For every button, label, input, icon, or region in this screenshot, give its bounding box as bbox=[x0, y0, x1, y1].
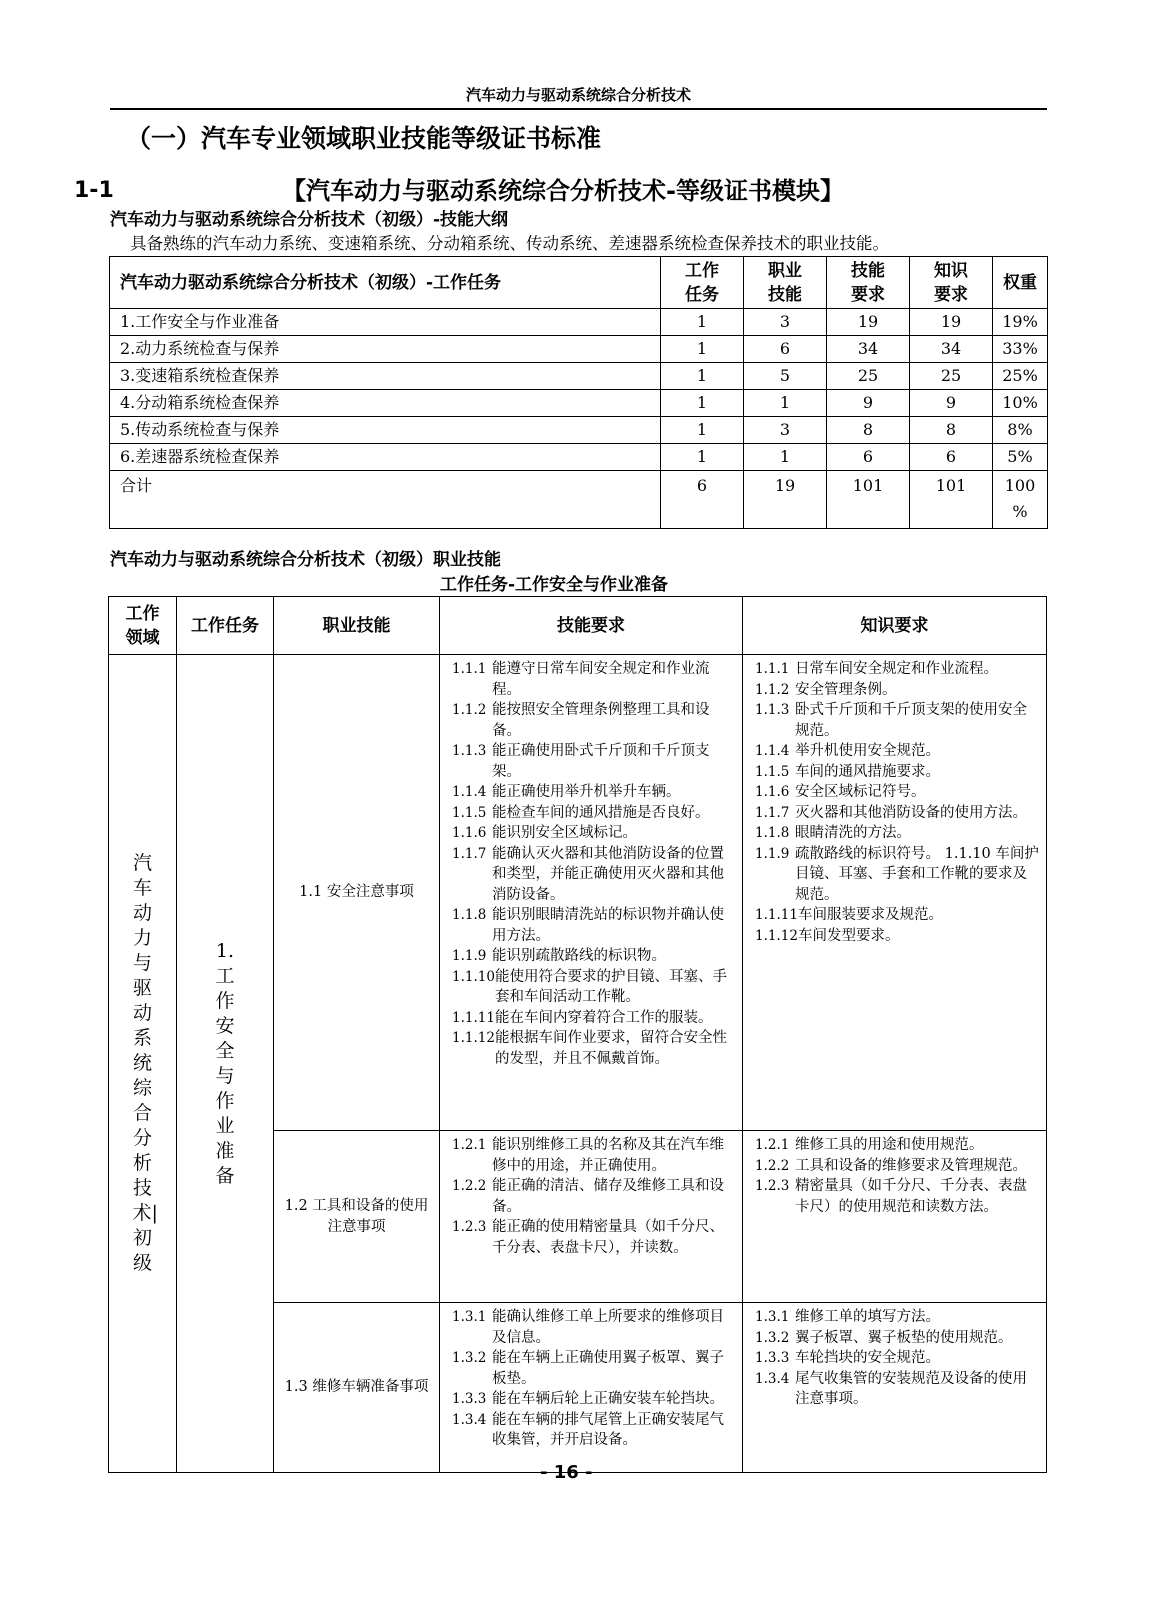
summary-row bbox=[110, 309, 1048, 336]
summary-row bbox=[110, 336, 1048, 363]
skill-requirement-item bbox=[440, 1135, 742, 1176]
skill-requirement-item bbox=[440, 741, 742, 782]
knowledge-requirement-number: 1.1.4 bbox=[755, 743, 790, 759]
summary-value-cell: 10% bbox=[993, 390, 1048, 417]
summary-total-value: 100 % bbox=[993, 471, 1048, 529]
skill-requirement-list bbox=[440, 659, 742, 1069]
skill-requirement-text: 能确认灭火器和其他消防设备的位置和类型，并能正确使用灭火器和其他消防设备。 bbox=[492, 845, 724, 903]
summary-value-cell: 9 bbox=[910, 390, 993, 417]
detail-group-row bbox=[109, 655, 1047, 1131]
skill-requirement-number: 1.1.8 bbox=[452, 907, 487, 923]
knowledge-requirement-text: 车间的通风措施要求。 bbox=[795, 763, 940, 780]
knowledge-requirement-item bbox=[743, 659, 1046, 680]
knowledge-requirement-text: 尾气收集管的安装规范及设备的使用注意事项。 bbox=[795, 1370, 1027, 1407]
knowledge-requirement-text: 安全管理条例。 bbox=[795, 681, 897, 698]
skill-requirement-text: 能使用符合要求的护目镜、耳塞、手套和车间活动工作靴。 bbox=[494, 968, 727, 1005]
detail-header-row bbox=[109, 597, 1047, 655]
knowledge-requirement-number: 1.1.5 bbox=[755, 763, 790, 780]
summary-value-cell: 1 bbox=[744, 444, 827, 471]
summary-header-vocational-skills-text: 职业 技能 bbox=[768, 260, 802, 305]
summary-table bbox=[109, 256, 1048, 529]
summary-total-value: 19 bbox=[744, 471, 827, 529]
skill-requirement-number: 1.1.5 bbox=[452, 804, 487, 821]
skill-requirements-cell bbox=[440, 1303, 743, 1473]
summary-value-cell: 5 bbox=[744, 363, 827, 390]
knowledge-requirement-number: 1.2.1 bbox=[755, 1137, 790, 1153]
syllabus-description: 具备熟练的汽车动力系统、变速箱系统、分动箱系统、传动系统、差速器系统检查保养技术的职业技能。 bbox=[130, 234, 889, 253]
skill-requirements-cell bbox=[440, 655, 743, 1131]
skill-requirement-number: 1.1.9 bbox=[452, 948, 487, 964]
knowledge-requirement-item bbox=[743, 1369, 1046, 1410]
knowledge-requirement-item bbox=[743, 803, 1046, 824]
summary-header-skill-requirements bbox=[827, 257, 910, 309]
knowledge-requirement-text: 疏散路线的标识符号。 1.1.10 车间护目镜、耳塞、手套和工作靴的要求及规范。 bbox=[795, 845, 1039, 903]
detail-header-domain-text: 工作 领域 bbox=[125, 603, 160, 648]
module-number: 1-1 bbox=[74, 178, 114, 203]
skill-requirement-number: 1.1.11 bbox=[452, 1009, 495, 1026]
skill-requirement-text: 能识别疏散路线的标识物。 bbox=[492, 948, 666, 964]
skill-requirement-item bbox=[440, 782, 742, 803]
knowledge-requirement-text: 工具和设备的维修要求及管理规范。 bbox=[795, 1157, 1027, 1174]
skill-requirement-text: 能正确使用卧式千斤顶和千斤顶支架。 bbox=[492, 743, 710, 780]
skill-requirements-cell bbox=[440, 1131, 743, 1303]
summary-value-cell: 3 bbox=[744, 309, 827, 336]
skill-requirement-number: 1.3.3 bbox=[452, 1391, 487, 1407]
syllabus-title: 汽车动力与驱动系统综合分析技术（初级）-技能大纲 bbox=[110, 210, 509, 230]
skill-requirement-item bbox=[440, 1217, 742, 1258]
knowledge-requirement-number: 1.3.4 bbox=[755, 1370, 790, 1387]
knowledge-requirement-item bbox=[743, 700, 1046, 741]
skill-requirement-item bbox=[440, 823, 742, 844]
summary-header-task: 汽车动力驱动系统综合分析技术（初级）-工作任务 bbox=[110, 257, 661, 309]
knowledge-requirement-item bbox=[743, 823, 1046, 844]
knowledge-requirement-list bbox=[743, 1307, 1046, 1410]
summary-header-skill-requirements-text: 技能 要求 bbox=[851, 260, 885, 305]
knowledge-requirement-item bbox=[743, 905, 1046, 926]
summary-value-cell: 25 bbox=[910, 363, 993, 390]
knowledge-requirement-number: 1.1.9 bbox=[755, 845, 790, 862]
skill-requirement-text: 能在车间内穿着符合工作的服装。 bbox=[494, 1009, 713, 1026]
skill-requirement-number: 1.1.12 bbox=[452, 1030, 495, 1046]
skill-requirement-item bbox=[440, 659, 742, 700]
section-title: （一）汽车专业领域职业技能等级证书标准 bbox=[126, 124, 602, 153]
skill-requirement-number: 1.1.6 bbox=[452, 825, 487, 841]
work-task-cell bbox=[177, 655, 274, 1473]
knowledge-requirement-item bbox=[743, 844, 1046, 906]
summary-value-cell: 19% bbox=[993, 309, 1048, 336]
knowledge-requirement-text: 车间发型要求。 bbox=[797, 927, 900, 944]
skills-heading: 汽车动力与驱动系统综合分析技术（初级）职业技能 bbox=[110, 550, 501, 570]
knowledge-requirement-number: 1.3.1 bbox=[755, 1309, 790, 1325]
summary-row bbox=[110, 390, 1048, 417]
knowledge-requirement-text: 灭火器和其他消防设备的使用方法。 bbox=[795, 804, 1027, 821]
summary-row bbox=[110, 444, 1048, 471]
detail-header-skill: 职业技能 bbox=[274, 597, 440, 655]
knowledge-requirement-number: 1.1.11 bbox=[755, 907, 798, 923]
knowledge-requirement-number: 1.3.3 bbox=[755, 1350, 790, 1366]
knowledge-requirement-number: 1.1.12 bbox=[755, 927, 798, 944]
detail-table bbox=[108, 596, 1047, 1473]
work-task-text: 1.工作安全与作业准备 bbox=[215, 939, 235, 1187]
skill-requirement-number: 1.3.4 bbox=[452, 1411, 487, 1428]
skill-requirement-item bbox=[440, 844, 742, 906]
knowledge-requirement-list bbox=[743, 1135, 1046, 1217]
skill-requirement-number: 1.1.1 bbox=[452, 661, 487, 677]
knowledge-requirements-cell bbox=[743, 655, 1047, 1131]
summary-task-cell: 6.差速器系统检查保养 bbox=[110, 444, 661, 471]
skill-requirement-number: 1.1.3 bbox=[452, 743, 487, 759]
vocational-skill-cell: 1.1 安全注意事项 bbox=[274, 655, 440, 1131]
summary-header-row bbox=[110, 257, 1048, 309]
summary-value-cell: 6 bbox=[827, 444, 910, 471]
skill-requirement-item bbox=[440, 1008, 742, 1029]
skill-requirement-number: 1.3.1 bbox=[452, 1309, 487, 1325]
summary-task-cell: 2.动力系统检查与保养 bbox=[110, 336, 661, 363]
skill-requirement-text: 能在车辆后轮上正确安装车轮挡块。 bbox=[492, 1391, 724, 1407]
summary-value-cell: 33% bbox=[993, 336, 1048, 363]
knowledge-requirement-item bbox=[743, 1135, 1046, 1156]
skill-requirement-number: 1.3.2 bbox=[452, 1350, 487, 1366]
skill-requirement-item bbox=[440, 1028, 742, 1069]
work-domain-text: 汽车动力与驱动系统综合分析技术|初级 bbox=[132, 852, 158, 1274]
summary-header-weight: 权重 bbox=[993, 257, 1048, 309]
skill-requirement-item bbox=[440, 1389, 742, 1410]
skill-requirement-item bbox=[440, 1176, 742, 1217]
knowledge-requirement-item bbox=[743, 1348, 1046, 1369]
skill-requirement-item bbox=[440, 905, 742, 946]
knowledge-requirement-text: 车间服装要求及规范。 bbox=[797, 907, 943, 923]
summary-total-value: 101 bbox=[910, 471, 993, 529]
knowledge-requirement-number: 1.2.2 bbox=[755, 1157, 790, 1174]
knowledge-requirement-item bbox=[743, 1328, 1046, 1349]
knowledge-requirement-text: 维修工单的填写方法。 bbox=[795, 1309, 940, 1325]
knowledge-requirement-list bbox=[743, 659, 1046, 946]
summary-value-cell: 8 bbox=[910, 417, 993, 444]
knowledge-requirement-number: 1.1.7 bbox=[755, 804, 790, 821]
skill-requirement-number: 1.2.2 bbox=[452, 1178, 487, 1194]
summary-total-value: 6 bbox=[661, 471, 744, 529]
knowledge-requirement-item bbox=[743, 782, 1046, 803]
summary-task-cell: 1.工作安全与作业准备 bbox=[110, 309, 661, 336]
summary-value-cell: 3 bbox=[744, 417, 827, 444]
skill-requirement-text: 能根据车间作业要求，留符合安全性的发型，并且不佩戴首饰。 bbox=[494, 1030, 727, 1067]
skill-requirement-number: 1.1.7 bbox=[452, 845, 487, 862]
vocational-skill-cell: 1.2 工具和设备的使用注意事项 bbox=[274, 1131, 440, 1303]
summary-row bbox=[110, 363, 1048, 390]
summary-value-cell: 1 bbox=[661, 390, 744, 417]
detail-header-domain bbox=[109, 597, 177, 655]
summary-task-cell: 5.传动系统检查与保养 bbox=[110, 417, 661, 444]
summary-value-cell: 1 bbox=[661, 444, 744, 471]
skill-requirement-item bbox=[440, 967, 742, 1008]
summary-value-cell: 1 bbox=[661, 363, 744, 390]
summary-value-cell: 19 bbox=[827, 309, 910, 336]
summary-total-value: 101 bbox=[827, 471, 910, 529]
summary-value-cell: 5% bbox=[993, 444, 1048, 471]
knowledge-requirement-text: 安全区域标记符号。 bbox=[795, 784, 926, 800]
knowledge-requirement-item bbox=[743, 1307, 1046, 1328]
summary-value-cell: 9 bbox=[827, 390, 910, 417]
skill-requirement-text: 能正确使用举升机举升车辆。 bbox=[492, 784, 681, 800]
knowledge-requirement-number: 1.3.2 bbox=[755, 1329, 790, 1346]
summary-value-cell: 6 bbox=[744, 336, 827, 363]
module-title: 【汽车动力与驱动系统综合分析技术-等级证书模块】 bbox=[282, 177, 844, 205]
summary-value-cell: 25% bbox=[993, 363, 1048, 390]
summary-value-cell: 1 bbox=[661, 309, 744, 336]
page-number: - 16 - bbox=[540, 1462, 593, 1483]
header-rule bbox=[110, 108, 1047, 110]
summary-header-knowledge-requirements-text: 知识 要求 bbox=[934, 260, 968, 305]
summary-value-cell: 25 bbox=[827, 363, 910, 390]
knowledge-requirement-text: 车轮挡块的安全规范。 bbox=[795, 1350, 940, 1366]
knowledge-requirement-number: 1.2.3 bbox=[755, 1178, 790, 1194]
skill-requirement-item bbox=[440, 1307, 742, 1348]
skill-requirement-text: 能正确的使用精密量具（如千分尺、千分表、表盘卡尺），并读数。 bbox=[492, 1219, 724, 1256]
skill-requirement-text: 能检查车间的通风措施是否良好。 bbox=[492, 804, 710, 821]
summary-header-work-tasks bbox=[661, 257, 744, 309]
skill-requirement-text: 能正确的清洁、储存及维修工具和设备。 bbox=[492, 1178, 724, 1215]
knowledge-requirement-text: 精密量具（如千分尺、千分表、表盘卡尺）的使用规范和读数方法。 bbox=[795, 1178, 1027, 1215]
knowledge-requirement-item bbox=[743, 1176, 1046, 1217]
detail-header-knowledge-requirements: 知识要求 bbox=[743, 597, 1047, 655]
summary-value-cell: 6 bbox=[910, 444, 993, 471]
knowledge-requirement-item bbox=[743, 741, 1046, 762]
knowledge-requirement-number: 1.1.3 bbox=[755, 702, 790, 718]
running-header: 汽车动力与驱动系统综合分析技术 bbox=[465, 86, 691, 104]
summary-task-cell: 3.变速箱系统检查保养 bbox=[110, 363, 661, 390]
summary-header-work-tasks-text: 工作 任务 bbox=[685, 260, 719, 305]
knowledge-requirement-text: 维修工具的用途和使用规范。 bbox=[795, 1137, 984, 1153]
knowledge-requirement-item bbox=[743, 1156, 1046, 1177]
skill-requirement-number: 1.2.3 bbox=[452, 1219, 487, 1235]
skill-requirement-text: 能按照安全管理条例整理工具和设备。 bbox=[492, 702, 710, 739]
summary-total-row bbox=[110, 471, 1048, 529]
summary-value-cell: 1 bbox=[744, 390, 827, 417]
skill-requirement-number: 1.1.4 bbox=[452, 784, 487, 800]
detail-header-task: 工作任务 bbox=[177, 597, 274, 655]
summary-value-cell: 34 bbox=[827, 336, 910, 363]
summary-value-cell: 8% bbox=[993, 417, 1048, 444]
skill-requirement-text: 能在车辆上正确使用翼子板罩、翼子板垫。 bbox=[492, 1350, 724, 1387]
summary-value-cell: 34 bbox=[910, 336, 993, 363]
skill-requirement-text: 能识别安全区域标记。 bbox=[492, 825, 637, 841]
detail-header-skill-requirements: 技能要求 bbox=[440, 597, 743, 655]
skill-requirement-item bbox=[440, 700, 742, 741]
skill-requirement-text: 能遵守日常车间安全规定和作业流程。 bbox=[492, 661, 710, 698]
knowledge-requirement-number: 1.1.2 bbox=[755, 681, 790, 698]
knowledge-requirements-cell bbox=[743, 1303, 1047, 1473]
summary-value-cell: 8 bbox=[827, 417, 910, 444]
skill-requirement-item bbox=[440, 803, 742, 824]
skill-requirement-text: 能识别眼睛清洗站的标识物并确认使用方法。 bbox=[492, 907, 724, 944]
knowledge-requirement-number: 1.1.8 bbox=[755, 825, 790, 841]
skill-requirement-item bbox=[440, 1410, 742, 1451]
summary-value-cell: 1 bbox=[661, 336, 744, 363]
summary-header-knowledge-requirements bbox=[910, 257, 993, 309]
knowledge-requirements-cell bbox=[743, 1131, 1047, 1303]
table-caption: 工作任务-工作安全与作业准备 bbox=[440, 575, 669, 595]
summary-total-label: 合计 bbox=[110, 471, 661, 529]
knowledge-requirement-text: 卧式千斤顶和千斤顶支架的使用安全规范。 bbox=[795, 702, 1027, 739]
skill-requirement-item bbox=[440, 1348, 742, 1389]
knowledge-requirement-item bbox=[743, 926, 1046, 947]
summary-value-cell: 19 bbox=[910, 309, 993, 336]
knowledge-requirement-item bbox=[743, 680, 1046, 701]
skill-requirement-number: 1.2.1 bbox=[452, 1137, 487, 1153]
skill-requirement-number: 1.1.2 bbox=[452, 702, 487, 718]
knowledge-requirement-number: 1.1.6 bbox=[755, 784, 790, 800]
knowledge-requirement-text: 翼子板罩、翼子板垫的使用规范。 bbox=[795, 1329, 1013, 1346]
vocational-skill-cell: 1.3 维修车辆准备事项 bbox=[274, 1303, 440, 1473]
knowledge-requirement-item bbox=[743, 762, 1046, 783]
knowledge-requirement-text: 日常车间安全规定和作业流程。 bbox=[795, 661, 998, 677]
summary-value-cell: 1 bbox=[661, 417, 744, 444]
knowledge-requirement-text: 举升机使用安全规范。 bbox=[795, 743, 940, 759]
summary-task-cell: 4.分动箱系统检查保养 bbox=[110, 390, 661, 417]
skill-requirement-number: 1.1.10 bbox=[452, 968, 495, 985]
skill-requirement-list bbox=[440, 1307, 742, 1451]
summary-header-vocational-skills bbox=[744, 257, 827, 309]
skill-requirement-item bbox=[440, 946, 742, 967]
skill-requirement-text: 能识别维修工具的名称及其在汽车维修中的用途，并正确使用。 bbox=[492, 1137, 724, 1174]
skill-requirement-list bbox=[440, 1135, 742, 1258]
knowledge-requirement-number: 1.1.1 bbox=[755, 661, 790, 677]
knowledge-requirement-text: 眼睛清洗的方法。 bbox=[795, 825, 911, 841]
skill-requirement-text: 能确认维修工单上所要求的维修项目及信息。 bbox=[492, 1309, 724, 1346]
work-domain-cell bbox=[109, 655, 177, 1473]
summary-row bbox=[110, 417, 1048, 444]
skill-requirement-text: 能在车辆的排气尾管上正确安装尾气收集管，并开启设备。 bbox=[492, 1411, 724, 1448]
